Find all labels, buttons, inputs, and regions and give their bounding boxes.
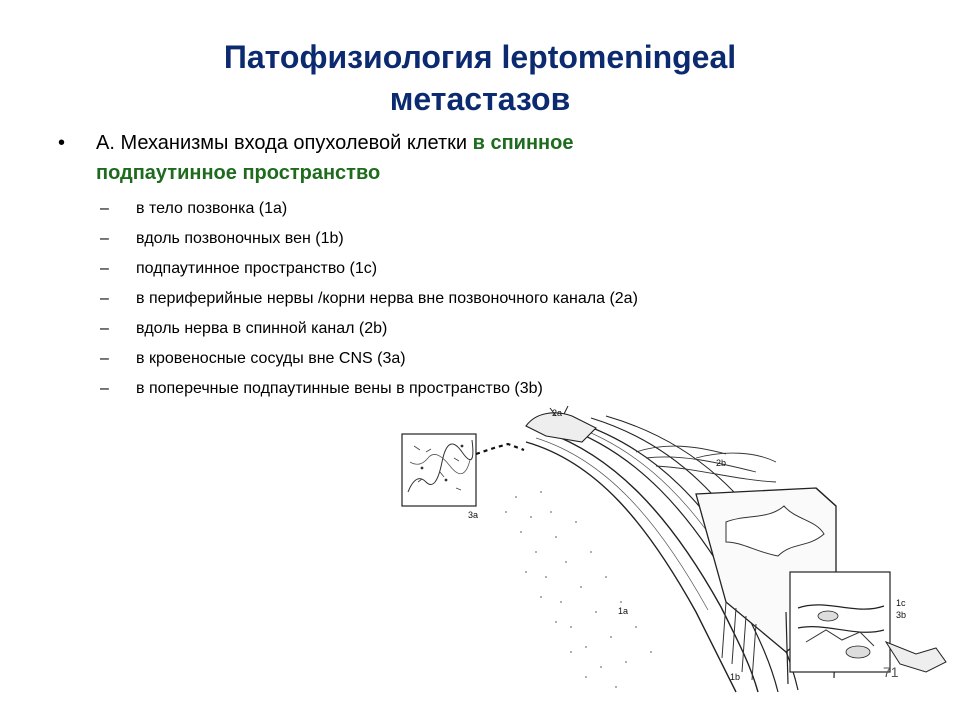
bullet-marker: • bbox=[58, 132, 66, 154]
sub-bullet-text: вдоль нерва в спинной канал (2b) bbox=[136, 320, 388, 337]
bullet-text bbox=[96, 128, 776, 188]
label-1b: 1b bbox=[730, 672, 741, 682]
inset-1c-3b bbox=[790, 572, 946, 672]
label-2b: 2b bbox=[716, 458, 727, 468]
soft-tissue-stipple bbox=[505, 491, 652, 688]
dash-marker: – bbox=[100, 350, 109, 367]
sub-bullet-item bbox=[100, 256, 860, 286]
label-3a: 3a bbox=[468, 510, 479, 520]
slide-title bbox=[100, 36, 860, 120]
sub-bullet-text: в тело позвонка (1a) bbox=[136, 200, 288, 217]
dash-marker: – bbox=[100, 230, 109, 247]
spinal-anatomy-illustration bbox=[396, 402, 956, 702]
inset-3a bbox=[402, 434, 476, 506]
label-3b: 3b bbox=[896, 610, 907, 620]
sub-bullet-item bbox=[100, 346, 860, 376]
label-1a: 1a bbox=[618, 606, 629, 616]
dash-marker: – bbox=[100, 380, 109, 397]
dash-marker: – bbox=[100, 290, 109, 307]
label-1c: 1c bbox=[896, 598, 906, 608]
sub-bullet-text: подпаутинное пространство (1c) bbox=[136, 260, 378, 277]
connector-dashes bbox=[476, 444, 524, 454]
bullet-highlight-1: в спинное bbox=[472, 132, 574, 154]
sub-bullet-list bbox=[100, 196, 860, 406]
bullet-text-plain: А. Механизмы входа опухолевой клетки bbox=[96, 132, 473, 154]
sub-bullet-item bbox=[100, 286, 860, 316]
sub-bullet-text: в поперечные подпаутинные вены в пространство (3b) bbox=[136, 380, 543, 397]
sub-bullet-text: в периферийные нервы /корни нерва вне позвоночного канала (2a) bbox=[136, 290, 638, 307]
sub-bullet-item bbox=[100, 196, 860, 226]
nerve-rootlets bbox=[636, 446, 776, 482]
sub-bullet-item bbox=[100, 226, 860, 256]
sub-bullet-item bbox=[100, 316, 860, 346]
label-2a: 2a bbox=[552, 408, 563, 418]
dash-marker: – bbox=[100, 260, 109, 277]
dash-marker: – bbox=[100, 320, 109, 337]
sub-bullet-text: вдоль позвоночных вен (1b) bbox=[136, 230, 344, 247]
dash-marker: – bbox=[100, 200, 109, 217]
bullet-highlight-2: подпаутинное пространство bbox=[96, 162, 381, 184]
sub-bullet-text: в кровеносные сосуды вне CNS (3a) bbox=[136, 350, 406, 367]
title-line-2: метастазов bbox=[389, 81, 571, 117]
title-line-1: Патофизиология leptomeningeal bbox=[223, 39, 737, 75]
page-number: 71 bbox=[883, 664, 899, 680]
